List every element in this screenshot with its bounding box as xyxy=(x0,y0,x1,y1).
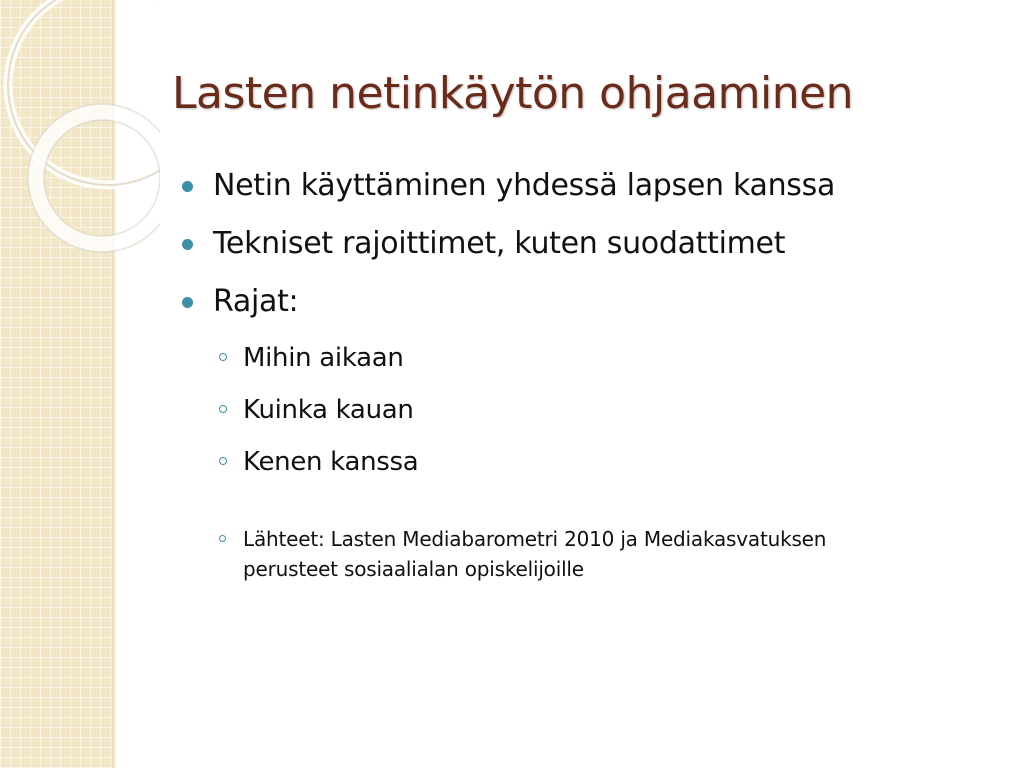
decorative-rings-icon xyxy=(0,0,160,260)
source-line-1: Lähteet: Lasten Mediabarometri 2010 ja Mediakasvatuksen xyxy=(243,527,827,551)
bullet-ring-icon xyxy=(219,535,226,542)
list-item xyxy=(182,168,982,226)
sub-list-item xyxy=(182,342,982,394)
list-item xyxy=(182,284,982,342)
sub-list-item-text: Kuinka kauan xyxy=(243,395,414,425)
sub-list-item xyxy=(182,446,982,498)
slide-title: Lasten netinkäytön ohjaaminen xyxy=(172,68,854,119)
bullet-ring-icon xyxy=(219,353,227,361)
bullet-ring-icon xyxy=(219,405,227,413)
bullet-dot-icon xyxy=(182,239,193,250)
sub-list-item-text: Kenen kanssa xyxy=(243,447,419,477)
source-line-2: perusteet sosiaalialan opiskelijoille xyxy=(243,557,584,581)
list-item-text: Tekniset rajoittimet, kuten suodattimet xyxy=(213,226,786,261)
source-note xyxy=(182,524,943,584)
sub-list-item-text: Mihin aikaan xyxy=(243,343,404,373)
bullet-dot-icon xyxy=(182,181,193,192)
list-item-text: Rajat: xyxy=(213,284,299,319)
bullet-dot-icon xyxy=(182,297,193,308)
list-item-text: Netin käyttäminen yhdessä lapsen kanssa xyxy=(213,168,836,203)
bullet-list xyxy=(182,168,982,584)
spacer xyxy=(182,498,982,524)
sub-list-item xyxy=(182,394,982,446)
bullet-ring-icon xyxy=(219,457,227,465)
list-item xyxy=(182,226,982,284)
